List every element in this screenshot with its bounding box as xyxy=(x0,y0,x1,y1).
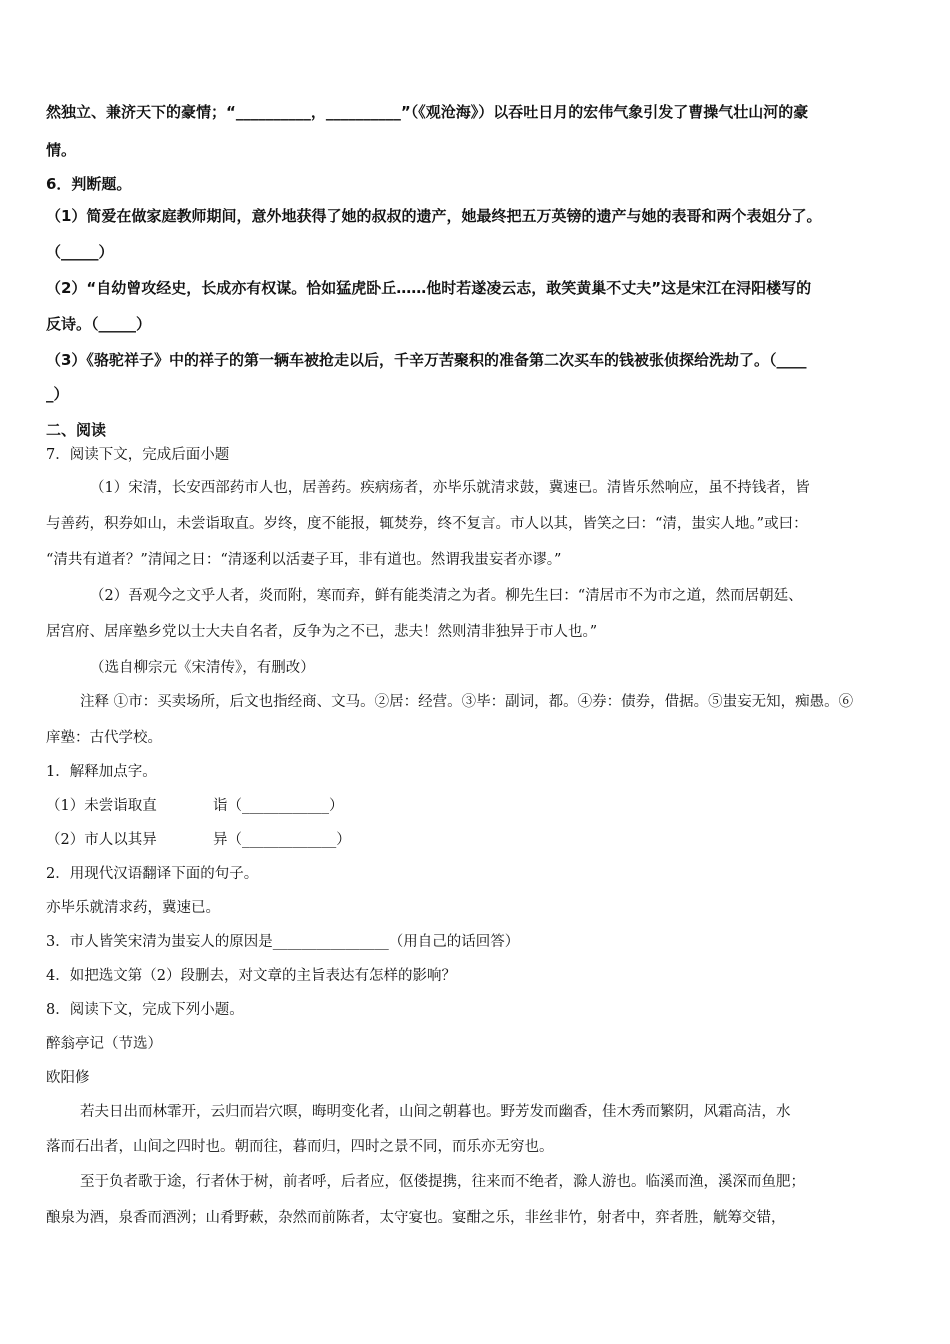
text-line: 若夫日出而林霏开，云归而岩穴暝，晦明变化者，山间之朝暮也。野芳发而幽香，佳木秀而繁阴，风霜高洁，水 xyxy=(80,1104,791,1120)
text-line: 情。 xyxy=(46,141,77,159)
passage-title: 醉翁亭记（节选） xyxy=(46,1036,162,1052)
text-line: （1）宋清，长安西部药市人也，居善药。疾病疡者，亦毕乐就清求鼓，冀速已。清皆乐然响应，虽不持钱者，皆 xyxy=(90,480,810,496)
source-note: （选自柳宗元《宋清传》，有删改） xyxy=(90,660,315,676)
section-heading: 二、阅读 xyxy=(46,421,107,439)
text-line: （3）《骆驼祥子》中的祥子的第一辆车被抢走以后，千辛万苦聚积的准备第二次买车的钱被张侦探给洗劫了。（____ xyxy=(46,351,807,369)
text-line: 酿泉为酒，泉香而酒洌；山肴野蔌，杂然而前陈者，太守宴也。宴酣之乐，非丝非竹，射者中，弈者胜，觥筹交错， xyxy=(46,1210,786,1226)
text-line: 然独立、兼济天下的豪情；“__________，__________”（《观沧海》）以吞吐日月的宏伟气象引发了曹操气壮山河的豪 xyxy=(46,103,809,121)
question-heading: 6．判断题。 xyxy=(46,175,132,193)
sub-question: 1．解释加点字。 xyxy=(46,764,157,780)
answer-blank: 诣（____________） xyxy=(213,798,344,814)
text-line: 反诗。（_____） xyxy=(46,315,152,333)
sub-item-label: （1）未尝诣取直 xyxy=(46,798,157,814)
answer-blank: 异（_____________） xyxy=(213,832,351,848)
text-line: （1）简爱在做家庭教师期间，意外地获得了她的叔叔的遗产，她最终把五万英镑的遗产与她的表哥和两个表姐分了。 xyxy=(46,207,822,225)
annotation-line: 注释 ①市：买卖场所，后文也指经商、文马。②居：经营。③毕：副词，都。④券：债券，借据。⑤蚩妄无知，痴愚。⑥ xyxy=(80,694,854,710)
text-line: 亦毕乐就清求药，冀速已。 xyxy=(46,900,220,916)
text-line: “清共有道者？”清闻之日：“清逐利以活妻子耳，非有道也。然谓我蚩妄者亦谬。” xyxy=(46,552,562,568)
question-heading: 8．阅读下文，完成下列小题。 xyxy=(46,1002,244,1018)
text-line: 至于负者歌于途，行者休于树，前者呼，后者应，伛偻提携，往来而不绝者，滁人游也。临溪而渔，溪深而鱼肥； xyxy=(80,1174,805,1190)
question-heading: 7．阅读下文，完成后面小题 xyxy=(46,447,230,463)
text-line: 与善药，积券如山，未尝诣取直。岁终，度不能报，辄焚券，终不复言。市人以其，皆笑之曰：“清，蚩实人地。”或曰： xyxy=(46,516,808,532)
text-line: （2）“自幼曾攻经史，长成亦有权谋。恰如猛虎卧丘……他时若遂凌云志，敢笑黄巢不丈夫”这是宋江在浔阳楼写的 xyxy=(46,279,812,297)
answer-blank: （_____） xyxy=(46,243,114,261)
passage-author: 欧阳修 xyxy=(46,1070,90,1086)
text-line: 落而石出者，山间之四时也。朝而往，暮而归，四时之景不同，而乐亦无穷也。 xyxy=(46,1139,554,1155)
annotation-line: 庠塾：古代学校。 xyxy=(46,730,162,746)
sub-question: 2．用现代汉语翻译下面的句子。 xyxy=(46,866,259,882)
text-line: 居宫府、居庠塾乡党以士大夫自名者，反争为之不已，悲夫！然则清非独异于市人也。” xyxy=(46,624,598,640)
text-line: （2）吾观今之文乎人者，炎而附，寒而弃，鲜有能类清之为者。柳先生曰：“清居市不为市之道，然而居朝廷、 xyxy=(90,588,803,604)
sub-question: 4．如把选文第（2）段删去，对文章的主旨表达有怎样的影响？ xyxy=(46,968,456,984)
sub-item-label: （2）市人以其异 xyxy=(46,832,157,848)
sub-question: 3．市人皆笑宋清为蚩妄人的原因是________________（用自己的话回答） xyxy=(46,934,520,950)
text-line: _） xyxy=(46,385,69,403)
